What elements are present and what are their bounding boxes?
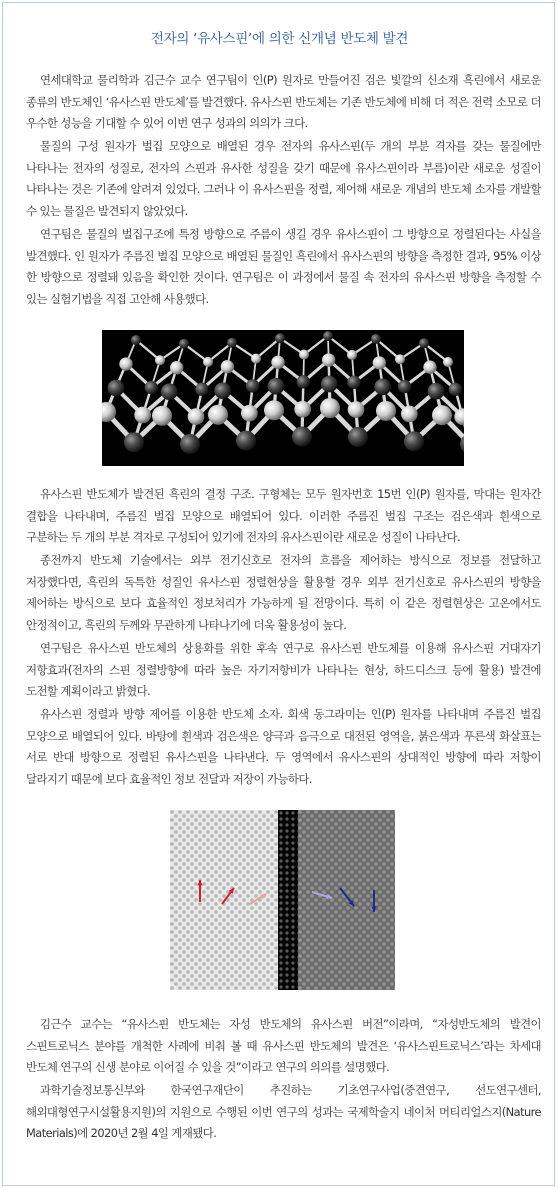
phosphorus-atom-white bbox=[170, 361, 183, 374]
phosphorus-atom-dark bbox=[214, 382, 231, 399]
phosphorus-atom-dark bbox=[347, 376, 360, 389]
paragraph-figure2-caption: 유사스핀 정렬과 방향 제어를 이용한 반도체 소자. 회색 동그라미는 인(P) 원자를 나타내며 주름진 벌집 모양으로 배열되어 있다. 바탕에 흰색과 검은색은 양극과 음극으로 대전된 영역을, 붉은색과 푸른색 화살표는 서로 반대 방향으로 정렬된 유사스핀을 나타낸다. 두 영역에서 유사스핀의 상대적인 방향에 따라 저항이 달라지기 때문에 보다 효율적인 정보 전달과 저장이 가능하다. bbox=[26, 707, 541, 786]
phosphorus-atom-dark bbox=[161, 383, 178, 400]
article-title: 전자의 ‘유사스핀’에 의한 신개념 반도체 발견 bbox=[150, 31, 409, 47]
phosphorus-atom-white bbox=[395, 354, 405, 364]
phosphorus-atom-white bbox=[221, 360, 234, 373]
phosphorus-atom-dark bbox=[449, 383, 462, 396]
phosphorus-atom-white bbox=[188, 408, 205, 425]
phosphorus-atom-dark bbox=[292, 427, 312, 447]
phosphorus-atom-dark bbox=[374, 379, 391, 396]
phosphorus-atom-dark bbox=[419, 338, 429, 348]
phosphorus-atom-dark bbox=[179, 339, 189, 349]
phosphorus-atom-dark bbox=[145, 381, 158, 394]
phosphorus-atom-dark bbox=[404, 431, 424, 451]
paragraph-funding-publication: 과학기술정보통신부와 한국연구재단이 추진하는 기초연구사업(중견연구, 선도연구센터, 해외대형연구시설활용지원)의 지원으로 수행된 이번 연구의 성과는 국제학술지 네이처 머티리얼스지(Nature Materials)에 2020년 2월 4일 게재됐다. bbox=[26, 1083, 541, 1141]
paragraph-discovery: 연구팀은 물질의 벌집구조에 특정 방향으로 주름이 생길 경우 유사스핀이 그 방향으로 정렬된다는 사실을 발견했다. 인 원자가 주름진 벌집 모양으로 배열된 물질인 흑린에서 유사스핀의 방향을 측정한 결과, 95% 이상 한 방향으로 정렬돼 있음을 확인한 것이다. 연구팀은 이 과정에서 물질 속 전자의 유사스핀 방향을 측정할 수 있는 실험기법을 직접 고안해 사용했다. bbox=[26, 227, 541, 306]
paragraph-application: 종전까지 반도체 기술에서는 외부 전기신호로 전자의 흐름을 제어하는 방식으로 정보를 전달하고 저장했다면, 흑린의 독특한 성질인 유사스핀 정렬현상을 활용할 경우 외부 전기신호로 유사스핀의 방향을 제어하는 방식으로 보다 효율적인 정보처리가 가능하게 될 전망이다. 특히 이 같은 정렬현상은 고온에서도 안정적이고, 흑린의 두께와 무관하게 나타나기에 더욱 활용성이 높다. bbox=[26, 553, 541, 632]
paragraph-professor-quote: 김근수 교수는 “유사스핀 반도체는 자성 반도체의 유사스핀 버전”이라며, “자성반도체의 발견이 스핀트로닉스 분야를 개척한 사례에 비춰 볼 때 유사스핀 반도체의 발견은 ‘유사스핀트로닉스’라는 차세대 반도체 연구의 신생 분야로 이어질 수 있을 것”이라고 연구의 의의를 설명했다. bbox=[26, 1017, 541, 1075]
phosphorus-atom-white bbox=[152, 406, 172, 426]
phosphorus-atom-white bbox=[208, 405, 228, 425]
phosphorus-atom-dark bbox=[323, 331, 333, 341]
phosphorus-atom-dark bbox=[275, 333, 285, 343]
phosphorus-atom-dark bbox=[297, 375, 310, 388]
phosphorus-atom-dark bbox=[180, 434, 200, 454]
phosphorus-atom-white bbox=[432, 405, 452, 425]
phosphorus-atom-dark bbox=[348, 427, 368, 447]
phosphorus-atom-white bbox=[251, 354, 261, 364]
phosphorus-atom-white bbox=[203, 357, 213, 367]
phosphorus-atom-white bbox=[271, 356, 284, 369]
phosphorus-atom-white bbox=[134, 407, 151, 424]
device-illustration bbox=[170, 810, 395, 990]
paragraph-pseudospin-background: 물질의 구성 원자가 벌집 모양으로 배열된 경우 전자의 유사스핀(두 개의 부분 격자를 갖는 물질에만 나타나는 전자의 성질로, 전자의 스핀과 유사한 성질을 갖기 때문에 유사스핀이라 부름)이란 새로운 성질이 나타나는 것은 기존에 알려져 있었다. 그러나 이 유사스핀을 정렬, 제어해 새로운 개념의 반도체 소자를 개발할 수 있는 물질은 발견되지 않았었다. bbox=[26, 139, 541, 218]
phosphorus-atom-white bbox=[376, 401, 396, 421]
phosphorus-atom-dark bbox=[227, 338, 237, 348]
phosphorus-atom-dark bbox=[428, 383, 445, 400]
phosphorus-atom-white bbox=[155, 355, 165, 365]
phosphorus-atom-dark bbox=[321, 376, 338, 393]
crystal-structure-illustration bbox=[102, 330, 464, 466]
barrier-region bbox=[278, 810, 298, 990]
phosphorus-atom-dark bbox=[108, 380, 125, 397]
paragraph-intro: 연세대학교 물리학과 김근수 교수 연구팀이 인(P) 원자로 만들어진 검은 빛깔의 신소재 흑린에서 새로운 종류의 반도체인 ‘유사스핀 반도체’를 발견했다. 유사스핀 반도체는 기존 반도체에 비해 더 적은 전력 소모로 더 우수한 성능을 기대할 수 있어 이번 연구 성과의 의의가 크다. bbox=[26, 73, 541, 131]
paragraph-follow-up-research: 연구팀은 유사스핀 반도체의 상용화를 위한 후속 연구로 유사스핀 반도체를 이용해 유사스핀 거대자기 저항효과(전자의 스핀 정렬방향에 따라 높은 자기저항비가 나타나는 현상, 하드디스크 등에 활용) 발견에 도전할 계획이라고 밝혔다. bbox=[26, 641, 541, 699]
phosphorus-atom-white bbox=[320, 398, 340, 418]
phosphorus-atom-dark bbox=[371, 334, 381, 344]
phosphorus-atom-white bbox=[373, 356, 386, 369]
phosphorus-atom-white bbox=[348, 401, 365, 418]
phosphorus-atom-white bbox=[294, 401, 311, 418]
phosphorus-atom-dark bbox=[246, 379, 259, 392]
phosphorus-atom-dark bbox=[398, 380, 411, 393]
phosphorus-atom-dark bbox=[195, 383, 208, 396]
phosphorus-atom-white bbox=[423, 361, 436, 374]
phosphorus-atom-dark bbox=[236, 431, 256, 451]
paragraph-figure1-caption: 유사스핀 반도체가 발견된 흑린의 결정 구조. 구형체는 모두 원자번호 15번 인(P) 원자를, 막대는 원자간 결합을 나타내며, 주름진 벌집 모양으로 배열되어 있다. 이러한 주름진 벌집 구조는 검은색과 흰색으로 구분하는 두 개의 부분 격자로 구성되어 있기에 전자의 유사스핀이란 새로운 성질이 나타난다. bbox=[26, 487, 541, 545]
phosphorus-atom-dark bbox=[268, 378, 285, 395]
phosphorus-atom-white bbox=[347, 350, 357, 360]
phosphorus-atom-white bbox=[241, 405, 258, 422]
phosphorus-atom-dark bbox=[124, 432, 144, 452]
negative-region bbox=[298, 810, 395, 990]
phosphorus-atom-white bbox=[322, 353, 335, 366]
pseudospin-device-image bbox=[170, 810, 395, 990]
phosphorus-atom-white bbox=[119, 357, 132, 370]
phosphorus-atom-white bbox=[299, 350, 309, 360]
phosphorus-atom-white bbox=[264, 400, 284, 420]
phosphorus-atom-dark bbox=[131, 335, 141, 345]
black-phosphorus-crystal-image bbox=[102, 330, 464, 466]
phosphorus-atom-white bbox=[443, 357, 453, 367]
phosphorus-atom-white bbox=[401, 406, 418, 423]
